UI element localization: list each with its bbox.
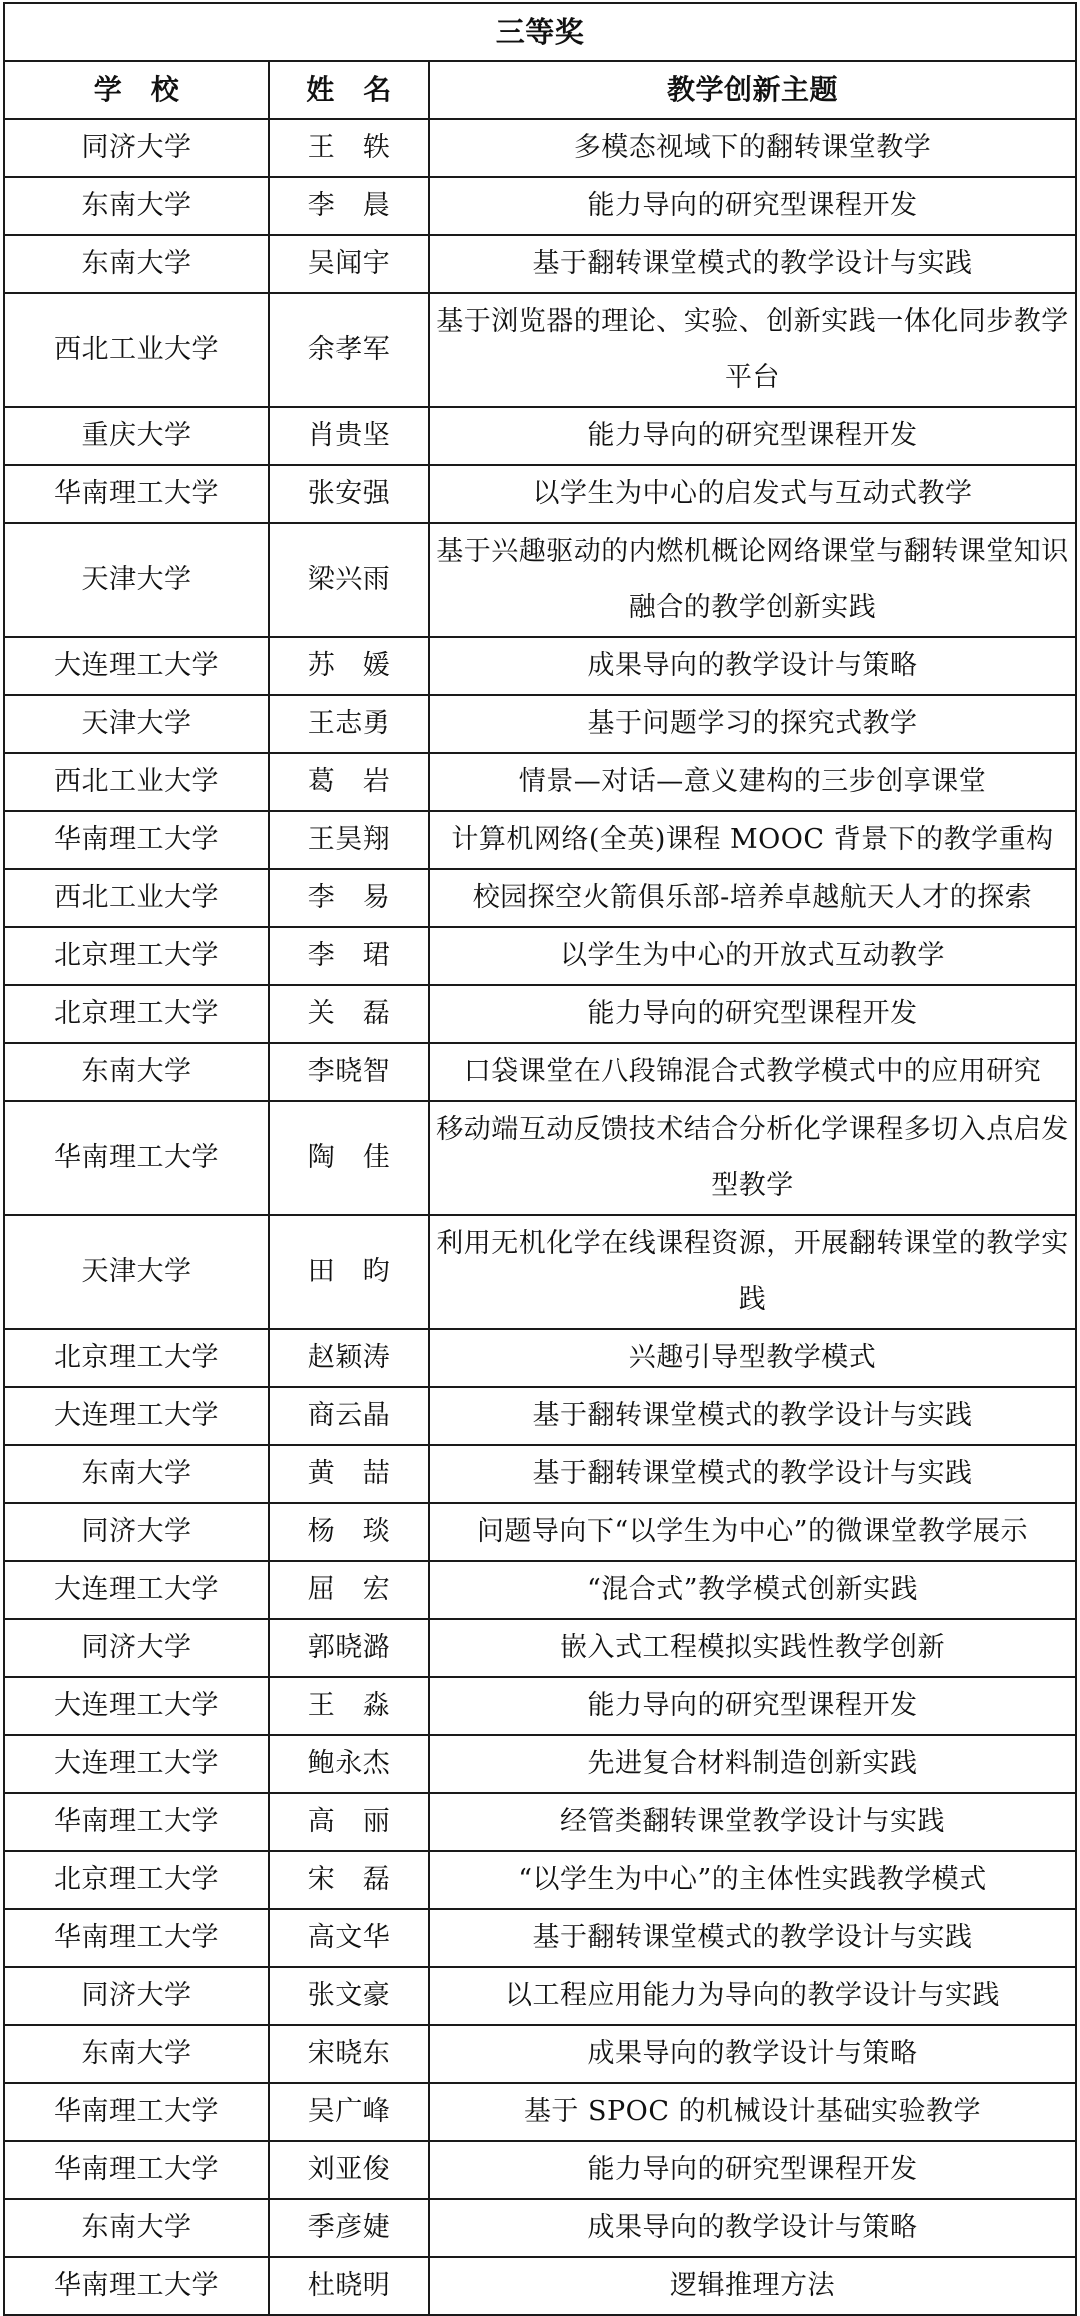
school-cell: 东南大学 (4, 1043, 269, 1101)
name-cell: 鲍永杰 (269, 1735, 429, 1793)
name-cell: 季彦婕 (269, 2199, 429, 2257)
name-cell: 刘亚俊 (269, 2141, 429, 2199)
school-cell: 华南理工大学 (4, 1101, 269, 1215)
table-row (4, 2083, 1076, 2141)
school-cell: 北京理工大学 (4, 1851, 269, 1909)
name-cell: 宋晓东 (269, 2025, 429, 2083)
school-cell: 北京理工大学 (4, 927, 269, 985)
topic-cell: 基于 SPOC 的机械设计基础实验教学 (429, 2083, 1076, 2141)
name-cell: 王昊翔 (269, 811, 429, 869)
table-body (4, 119, 1076, 2315)
name-cell: 屈 宏 (269, 1561, 429, 1619)
table-row (4, 1561, 1076, 1619)
topic-cell: 基于翻转课堂模式的教学设计与实践 (429, 1445, 1076, 1503)
school-cell: 华南理工大学 (4, 2083, 269, 2141)
table-row (4, 1619, 1076, 1677)
header-row (4, 61, 1076, 119)
name-cell: 葛 岩 (269, 753, 429, 811)
table-row (4, 1677, 1076, 1735)
school-cell: 同济大学 (4, 119, 269, 177)
school-cell: 大连理工大学 (4, 1677, 269, 1735)
topic-cell: 基于翻转课堂模式的教学设计与实践 (429, 1909, 1076, 1967)
header-school: 学 校 (4, 61, 269, 119)
table-row (4, 1101, 1076, 1215)
school-cell: 同济大学 (4, 1503, 269, 1561)
name-cell: 陶 佳 (269, 1101, 429, 1215)
table-row (4, 927, 1076, 985)
table-row (4, 637, 1076, 695)
caption-row (4, 3, 1076, 61)
name-cell: 李 易 (269, 869, 429, 927)
topic-cell: “混合式”教学模式创新实践 (429, 1561, 1076, 1619)
school-cell: 东南大学 (4, 2025, 269, 2083)
table-row (4, 1445, 1076, 1503)
table-row (4, 119, 1076, 177)
school-cell: 华南理工大学 (4, 2257, 269, 2315)
table-row (4, 695, 1076, 753)
school-cell: 东南大学 (4, 1445, 269, 1503)
school-cell: 大连理工大学 (4, 1735, 269, 1793)
table-row (4, 1793, 1076, 1851)
topic-cell: 以工程应用能力为导向的教学设计与实践 (429, 1967, 1076, 2025)
table-row (4, 1215, 1076, 1329)
school-cell: 重庆大学 (4, 407, 269, 465)
topic-cell: 能力导向的研究型课程开发 (429, 985, 1076, 1043)
name-cell: 李晓智 (269, 1043, 429, 1101)
topic-cell: 嵌入式工程模拟实践性教学创新 (429, 1619, 1076, 1677)
name-cell: 杜晓明 (269, 2257, 429, 2315)
topic-cell: 基于问题学习的探究式教学 (429, 695, 1076, 753)
name-cell: 田 昀 (269, 1215, 429, 1329)
table-row (4, 2199, 1076, 2257)
name-cell: 郭晓潞 (269, 1619, 429, 1677)
name-cell: 关 磊 (269, 985, 429, 1043)
topic-cell: 口袋课堂在八段锦混合式教学模式中的应用研究 (429, 1043, 1076, 1101)
school-cell: 华南理工大学 (4, 1793, 269, 1851)
name-cell: 梁兴雨 (269, 523, 429, 637)
name-cell: 李 珺 (269, 927, 429, 985)
table-row (4, 523, 1076, 637)
name-cell: 吴闻宇 (269, 235, 429, 293)
table-caption: 三等奖 (4, 3, 1076, 61)
table-row (4, 2257, 1076, 2315)
school-cell: 大连理工大学 (4, 637, 269, 695)
school-cell: 天津大学 (4, 523, 269, 637)
topic-cell: 能力导向的研究型课程开发 (429, 407, 1076, 465)
school-cell: 北京理工大学 (4, 985, 269, 1043)
school-cell: 西北工业大学 (4, 293, 269, 407)
topic-cell: 能力导向的研究型课程开发 (429, 1677, 1076, 1735)
topic-cell: 逻辑推理方法 (429, 2257, 1076, 2315)
table-row (4, 2025, 1076, 2083)
table-row (4, 407, 1076, 465)
school-cell: 西北工业大学 (4, 753, 269, 811)
name-cell: 高 丽 (269, 1793, 429, 1851)
topic-cell: 能力导向的研究型课程开发 (429, 2141, 1076, 2199)
school-cell: 天津大学 (4, 695, 269, 753)
name-cell: 王志勇 (269, 695, 429, 753)
award-table (3, 2, 1077, 2316)
topic-cell: 成果导向的教学设计与策略 (429, 2025, 1076, 2083)
table-row (4, 1735, 1076, 1793)
topic-cell: 计算机网络(全英)课程 MOOC 背景下的教学重构 (429, 811, 1076, 869)
name-cell: 王 淼 (269, 1677, 429, 1735)
name-cell: 宋 磊 (269, 1851, 429, 1909)
topic-cell: 基于翻转课堂模式的教学设计与实践 (429, 1387, 1076, 1445)
topic-cell: 成果导向的教学设计与策略 (429, 637, 1076, 695)
header-name: 姓 名 (269, 61, 429, 119)
school-cell: 大连理工大学 (4, 1561, 269, 1619)
topic-cell: 利用无机化学在线课程资源，开展翻转课堂的教学实践 (429, 1215, 1076, 1329)
name-cell: 余孝军 (269, 293, 429, 407)
school-cell: 同济大学 (4, 1967, 269, 2025)
school-cell: 华南理工大学 (4, 2141, 269, 2199)
table-row (4, 1043, 1076, 1101)
name-cell: 高文华 (269, 1909, 429, 1967)
topic-cell: 情景—对话—意义建构的三步创享课堂 (429, 753, 1076, 811)
table-row (4, 811, 1076, 869)
table-row (4, 235, 1076, 293)
school-cell: 同济大学 (4, 1619, 269, 1677)
table-row (4, 2141, 1076, 2199)
table-row (4, 465, 1076, 523)
name-cell: 张文豪 (269, 1967, 429, 2025)
topic-cell: 以学生为中心的启发式与互动式教学 (429, 465, 1076, 523)
school-cell: 大连理工大学 (4, 1387, 269, 1445)
topic-cell: “以学生为中心”的主体性实践教学模式 (429, 1851, 1076, 1909)
table-row (4, 177, 1076, 235)
topic-cell: 多模态视域下的翻转课堂教学 (429, 119, 1076, 177)
topic-cell: 以学生为中心的开放式互动教学 (429, 927, 1076, 985)
header-topic: 教学创新主题 (429, 61, 1076, 119)
topic-cell: 先进复合材料制造创新实践 (429, 1735, 1076, 1793)
name-cell: 肖贵坚 (269, 407, 429, 465)
school-cell: 华南理工大学 (4, 465, 269, 523)
table-row (4, 1387, 1076, 1445)
topic-cell: 基于兴趣驱动的内燃机概论网络课堂与翻转课堂知识融合的教学创新实践 (429, 523, 1076, 637)
name-cell: 王 轶 (269, 119, 429, 177)
school-cell: 华南理工大学 (4, 1909, 269, 1967)
topic-cell: 能力导向的研究型课程开发 (429, 177, 1076, 235)
name-cell: 张安强 (269, 465, 429, 523)
topic-cell: 经管类翻转课堂教学设计与实践 (429, 1793, 1076, 1851)
name-cell: 商云晶 (269, 1387, 429, 1445)
table-row (4, 1329, 1076, 1387)
school-cell: 西北工业大学 (4, 869, 269, 927)
name-cell: 赵颖涛 (269, 1329, 429, 1387)
table-row (4, 1967, 1076, 2025)
table-row (4, 1851, 1076, 1909)
table-head (4, 3, 1076, 119)
name-cell: 李 晨 (269, 177, 429, 235)
school-cell: 华南理工大学 (4, 811, 269, 869)
name-cell: 苏 媛 (269, 637, 429, 695)
topic-cell: 问题导向下“以学生为中心”的微课堂教学展示 (429, 1503, 1076, 1561)
topic-cell: 校园探空火箭俱乐部-培养卓越航天人才的探索 (429, 869, 1076, 927)
topic-cell: 成果导向的教学设计与策略 (429, 2199, 1076, 2257)
topic-cell: 基于翻转课堂模式的教学设计与实践 (429, 235, 1076, 293)
topic-cell: 移动端互动反馈技术结合分析化学课程多切入点启发型教学 (429, 1101, 1076, 1215)
table-row (4, 1503, 1076, 1561)
school-cell: 天津大学 (4, 1215, 269, 1329)
school-cell: 东南大学 (4, 2199, 269, 2257)
name-cell: 吴广峰 (269, 2083, 429, 2141)
name-cell: 杨 琰 (269, 1503, 429, 1561)
school-cell: 东南大学 (4, 235, 269, 293)
table-row (4, 985, 1076, 1043)
name-cell: 黄 喆 (269, 1445, 429, 1503)
table-row (4, 1909, 1076, 1967)
topic-cell: 基于浏览器的理论、实验、创新实践一体化同步教学平台 (429, 293, 1076, 407)
table-row (4, 869, 1076, 927)
school-cell: 东南大学 (4, 177, 269, 235)
table-row (4, 293, 1076, 407)
table-row (4, 753, 1076, 811)
topic-cell: 兴趣引导型教学模式 (429, 1329, 1076, 1387)
school-cell: 北京理工大学 (4, 1329, 269, 1387)
